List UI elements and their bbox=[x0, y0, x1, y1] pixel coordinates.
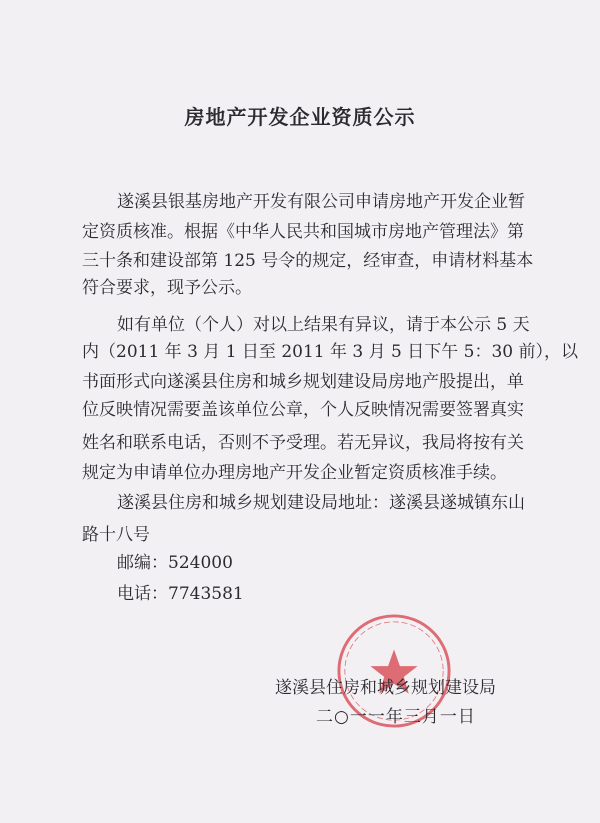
address-line-2: 路十八号 bbox=[82, 525, 150, 545]
paragraph-2-line-1: 如有单位（个人）对以上结果有异议，请于本公示 5 天 bbox=[117, 315, 530, 335]
paragraph-2-line-4: 位反映情况需要盖该单位公章，个人反映情况需要签署真实 bbox=[82, 400, 524, 420]
paragraph-2-line-2: 内（2011 年 3 月 1 日至 2011 年 3 月 5 日下午 5：30 前），以 bbox=[82, 342, 578, 362]
phone: 电话：7743581 bbox=[117, 584, 244, 604]
address-line-1: 遂溪县住房和城乡规划建设局地址：遂溪县遂城镇东山 bbox=[117, 493, 525, 513]
postcode: 邮编：524000 bbox=[117, 553, 233, 573]
paragraph-1-line-2: 定资质核准。根据《中华人民共和国城市房地产管理法》第 bbox=[82, 222, 524, 242]
paragraph-1-line-4: 符合要求，现予公示。 bbox=[82, 278, 252, 298]
issue-date: 二○一一年三月一日 bbox=[316, 707, 476, 727]
document-title: 房地产开发企业资质公示 bbox=[184, 105, 416, 129]
paragraph-1-line-3: 三十条和建设部第 125 号令的规定，经审查，申请材料基本 bbox=[82, 251, 534, 271]
issuer-signature: 遂溪县住房和城乡规划建设局 bbox=[275, 678, 496, 698]
paragraph-2-line-6: 规定为申请单位办理房地产开发企业暂定资质核准手续。 bbox=[82, 463, 507, 483]
paragraph-2-line-5: 姓名和联系电话，否则不予受理。若无异议，我局将按有关 bbox=[82, 433, 524, 453]
paragraph-1-line-1: 遂溪县银基房地产开发有限公司申请房地产开发企业暂 bbox=[117, 192, 525, 212]
paragraph-2-line-3: 书面形式向遂溪县住房和城乡规划建设局房地产股提出，单 bbox=[82, 372, 524, 392]
